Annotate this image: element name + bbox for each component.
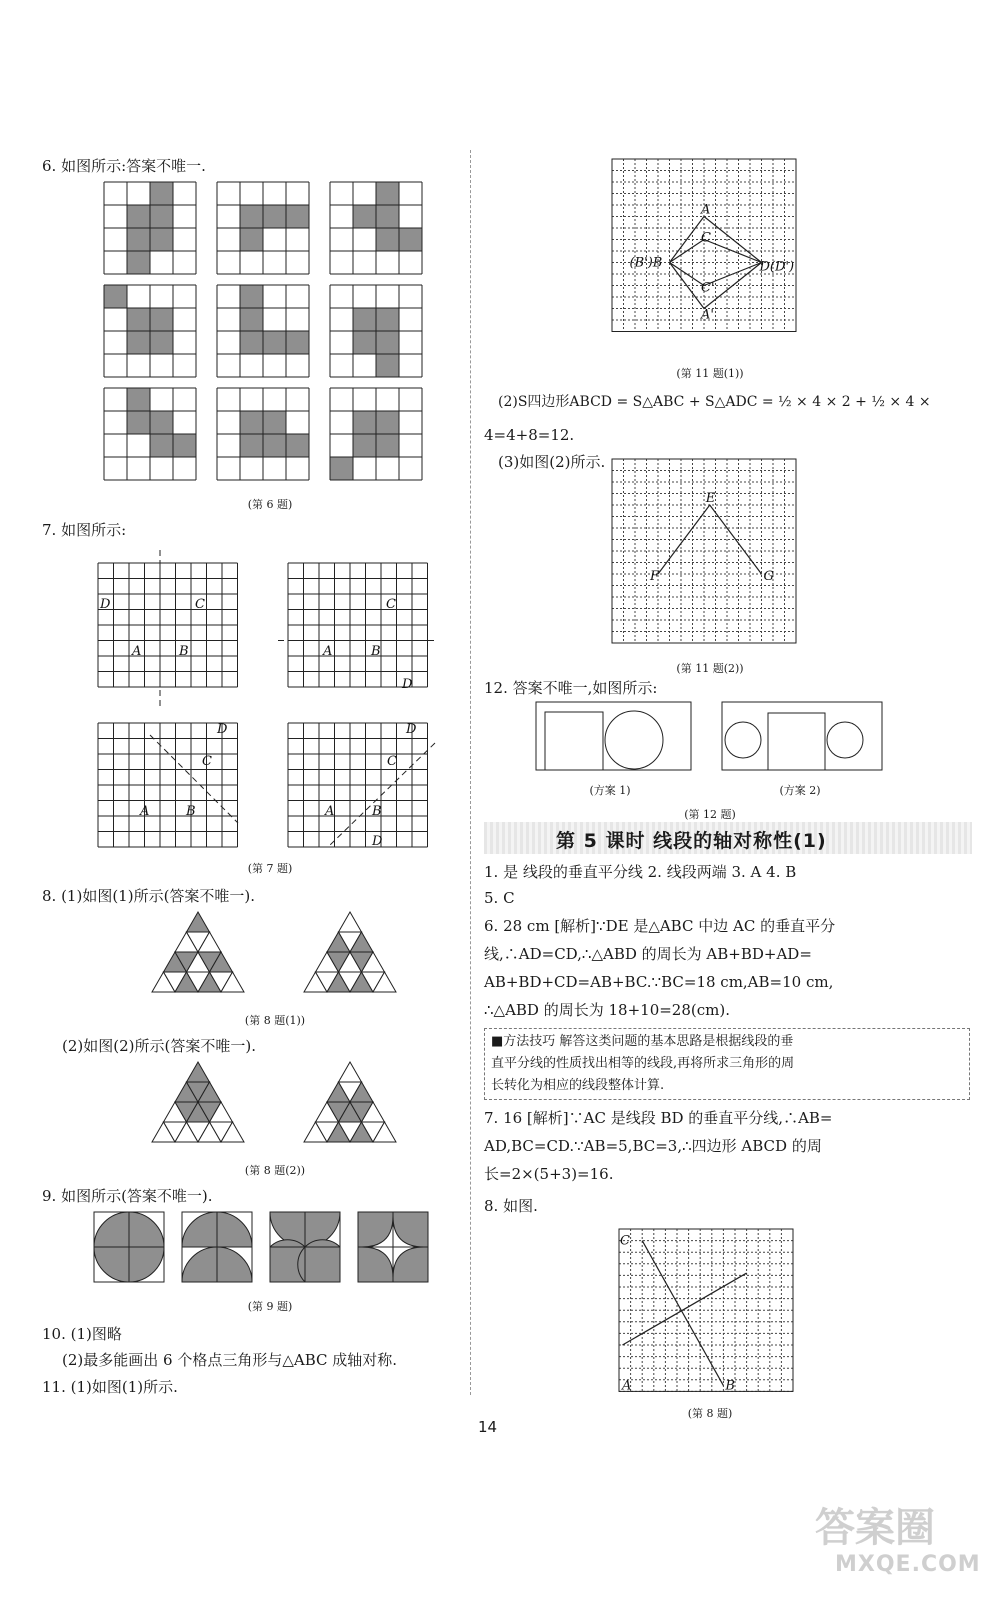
shaded-cell: [353, 308, 376, 331]
shaded-cell: [263, 331, 286, 354]
small-triangle: [339, 912, 362, 932]
q7-text: 7. 如图所示:: [42, 521, 127, 539]
shaded-cell: [376, 434, 399, 457]
shaded-cell: [376, 205, 399, 228]
plan2-left-circle: [725, 722, 761, 758]
shaded-cell: [240, 205, 263, 228]
tip-line2: 直平分线的性质找出相等的线段,再将所求三角形的周: [491, 1056, 795, 1071]
point-label: D: [372, 834, 383, 849]
point-label: D: [406, 722, 417, 737]
shaded-cell: [150, 308, 173, 331]
point-label: B: [725, 1378, 735, 1394]
method-tip-box: [484, 1028, 970, 1100]
answer-7-line3: 长=2×(5+3)=16.: [484, 1165, 614, 1183]
point-label: C: [195, 597, 205, 612]
plan2-label: (方案 2): [779, 784, 821, 797]
shaded-cell: [150, 182, 173, 205]
shaded-cell: [353, 434, 376, 457]
answer-6-line1: 6. 28 cm [解析]∵DE 是△ABC 中边 AC 的垂直平分: [484, 917, 836, 935]
plan2-right-circle: [827, 722, 863, 758]
perpendicular-bisector: [622, 1273, 746, 1345]
q11-2-figure: [608, 455, 808, 655]
watermark-logo: 答案圈: [815, 1505, 935, 1551]
shaded-cell: [376, 308, 399, 331]
point-label: A: [140, 804, 150, 819]
shaded-cell: [353, 205, 376, 228]
small-triangle: [187, 912, 210, 932]
answer-8-text: 8. 如图.: [484, 1197, 538, 1215]
q11-3-text: (3)如图(2)所示.: [498, 453, 606, 471]
a8-frame: [619, 1229, 793, 1394]
q9-text: 9. 如图所示(答案不唯一).: [42, 1187, 213, 1205]
point-label: D: [217, 722, 228, 737]
shaded-cell: [376, 411, 399, 434]
q10-2-text: (2)最多能画出 6 个格点三角形与△ABC 成轴对称.: [62, 1351, 398, 1369]
shaded-cell: [150, 205, 173, 228]
shaded-cell: [127, 308, 150, 331]
section-title: 第 5 课时 线段的轴对称性(1): [556, 830, 827, 852]
small-triangle: [339, 1062, 362, 1082]
point-label: C: [387, 754, 397, 769]
shaded-cell: [286, 434, 309, 457]
section-header: [484, 822, 972, 854]
shaded-cell: [127, 205, 150, 228]
undefined: [670, 263, 762, 309]
shaded-cell: [376, 331, 399, 354]
shaded-cell: [127, 228, 150, 251]
q6-caption: (第 6 题): [247, 498, 293, 511]
answer-6-line4: ∴△ABD 的周长为 18+10=28(cm).: [484, 1001, 730, 1019]
point-label: A: [622, 1378, 632, 1394]
symmetry-axis: [330, 743, 435, 845]
shaded-cell: [240, 228, 263, 251]
shaded-cell: [240, 308, 263, 331]
shaded-cell: [353, 331, 376, 354]
point-label: C: [701, 230, 711, 246]
q9-circles: [92, 1210, 442, 1290]
shaded-cell: [240, 285, 263, 308]
plan1-circle: [605, 711, 663, 769]
shaded-cell: [286, 331, 309, 354]
answer-6-line2: 线,∴AD=CD,∴△ABD 的周长为 AB+BD+AD=: [484, 945, 812, 963]
point-label: A: [132, 644, 142, 659]
q11-2-line2: 4=4+8=12.: [484, 426, 575, 444]
q6-text: 6. 如图所示:答案不唯一.: [42, 157, 206, 175]
q6-grids: [100, 178, 445, 488]
segment-CB: [642, 1241, 723, 1386]
q12-text: 12. 答案不唯一,如图所示:: [484, 679, 658, 697]
column-divider: [470, 150, 471, 1395]
q7-figures: [90, 545, 450, 855]
shaded-cell: [376, 354, 399, 377]
watermark-url: MXQE.COM: [835, 1552, 981, 1577]
shaded-cell: [127, 388, 150, 411]
q12-caption: (第 12 题): [684, 808, 736, 821]
shaded-cell: [150, 331, 173, 354]
point-label: C: [386, 597, 396, 612]
tip-line3: 长转化为相应的线段整体计算.: [491, 1078, 665, 1093]
point-label: A': [701, 307, 714, 323]
shaded-cell: [104, 285, 127, 308]
point-label: F: [650, 569, 660, 584]
point-label: B: [371, 644, 381, 659]
shaded-cell: [127, 251, 150, 274]
q11-1-caption: (第 11 题(1)): [676, 367, 744, 380]
point-label: (B')B: [629, 255, 663, 271]
point-label: E: [705, 491, 716, 506]
point-label: B: [186, 804, 196, 819]
point-label: B: [179, 644, 189, 659]
q8-2-triangles: [150, 1060, 410, 1150]
shaded-cell: [240, 434, 263, 457]
shaded-cell: [150, 228, 173, 251]
shaded-cell: [150, 434, 173, 457]
tip-line1: ■方法技巧 解答这类问题的基本思路是根据线段的垂: [491, 1034, 794, 1049]
shaded-cell: [240, 411, 263, 434]
shaded-cell: [240, 331, 263, 354]
shaded-cell: [127, 331, 150, 354]
q8-1-text: 8. (1)如图(1)所示(答案不唯一).: [42, 887, 256, 905]
shaded-cell: [263, 434, 286, 457]
small-triangle: [187, 1062, 210, 1082]
plan2-square: [768, 713, 825, 770]
q11-2-caption: (第 11 题(2)): [676, 662, 744, 675]
shaded-cell: [376, 182, 399, 205]
q8-2-text: (2)如图(2)所示(答案不唯一).: [62, 1037, 256, 1055]
q8-1-triangles: [150, 910, 410, 1000]
shaded-cell: [353, 411, 376, 434]
point-label: C: [202, 754, 212, 769]
plan1-label: (方案 1): [589, 784, 631, 797]
page-number: 14: [478, 1418, 498, 1436]
plan2-frame: [722, 702, 882, 770]
shaded-cell: [127, 411, 150, 434]
shaded-cell: [330, 457, 353, 480]
shaded-cell: [263, 411, 286, 434]
q8-2-caption: (第 8 题(2)): [244, 1164, 306, 1177]
a8-caption: (第 8 题): [687, 1407, 733, 1420]
point-label: A: [701, 202, 711, 218]
answer-6-line3: AB+BD+CD=AB+BC.∵BC=18 cm,AB=10 cm,: [484, 973, 834, 991]
q9-caption: (第 9 题): [247, 1300, 293, 1313]
shaded-cell: [173, 434, 196, 457]
point-label: C: [620, 1233, 630, 1249]
point-label: G: [763, 569, 774, 584]
q11-1-text: 11. (1)如图(1)所示.: [42, 1378, 178, 1396]
shaded-cell: [399, 228, 422, 251]
q8-1-caption: (第 8 题(1)): [244, 1014, 306, 1027]
answers-1-4: 1. 是 线段的垂直平分线 2. 线段两端 3. A 4. B: [484, 863, 797, 881]
q7-caption: (第 7 题): [247, 862, 293, 875]
shaded-cell: [376, 228, 399, 251]
a8-figure: [615, 1225, 805, 1400]
answer-7-line2: AD,BC=CD.∵AB=5,BC=3,∴四边形 ABCD 的周: [484, 1137, 822, 1155]
point-label: A: [325, 804, 335, 819]
q11-2-line1: (2)S四边形ABCD = S△ABC + S△ADC = ½ × 4 × 2 + ½ × 4 ×: [498, 394, 931, 410]
shaded-cell: [150, 411, 173, 434]
shaded-cell: [286, 205, 309, 228]
point-label: D: [100, 597, 111, 612]
point-label: D: [402, 677, 413, 692]
point-label: B: [372, 804, 382, 819]
point-label: A: [323, 644, 333, 659]
plan1-square: [545, 712, 603, 770]
answer-5: 5. C: [484, 889, 515, 907]
q10-1-text: 10. (1)图略: [42, 1325, 122, 1343]
answer-7-line1: 7. 16 [解析]∵AC 是线段 BD 的垂直平分线,∴AB=: [484, 1109, 833, 1127]
shaded-cell: [263, 205, 286, 228]
point-label: D(D'): [759, 259, 795, 275]
point-label: C': [701, 280, 715, 296]
q11-1-figure: [608, 155, 808, 355]
